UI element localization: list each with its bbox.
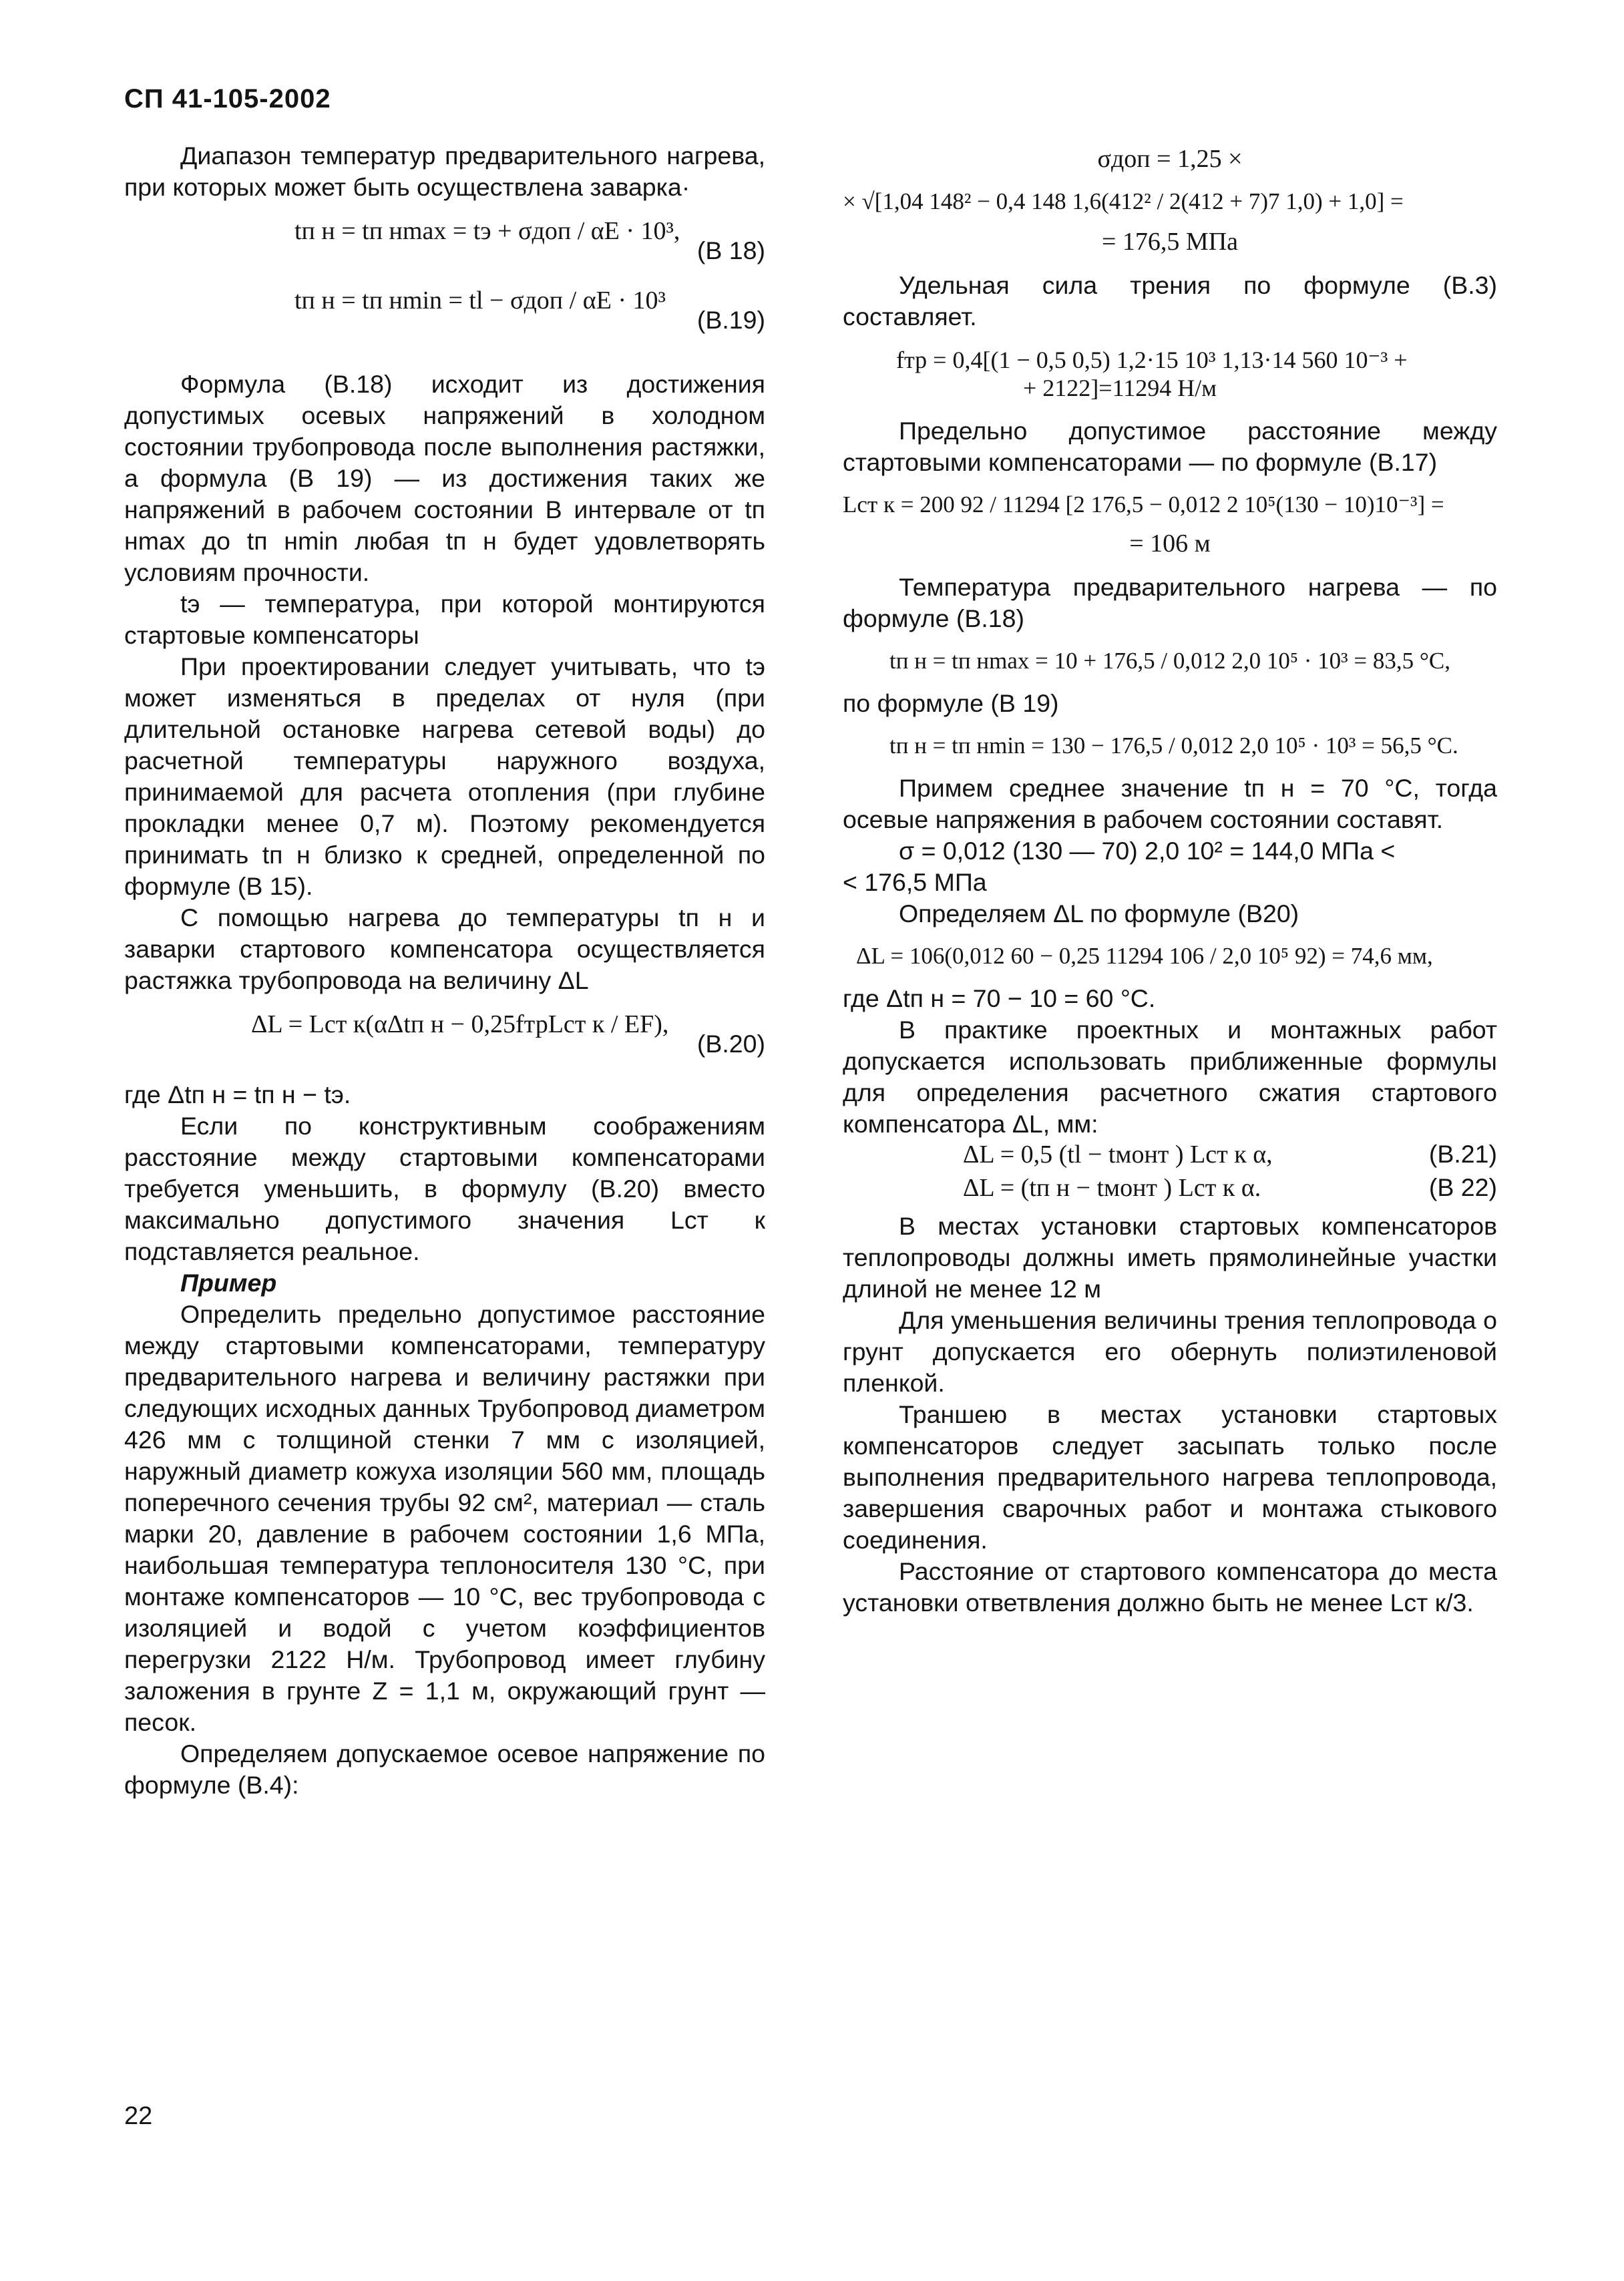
formula-line: tп н = tп нmax = 10 + 176,5 / 0,012 2,0 10⁵ · 10³ = 83,5 °С, bbox=[889, 648, 1450, 674]
paragraph: Определить предельно допустимое расстояние между стартовыми компенсаторами, температуру предварительного нагрева и величину растяжки при следующих исходных данных Трубопровод диаметром 426 мм с толщиной стенки 7 мм с изоляцией, наружный диаметр кожуха изоляции 560 мм, площадь поперечного сечения трубы 92 см², материал — сталь марки 20, давление в рабочем состоянии 1,6 МПа, наибольшая температура теплоносителя 130 °С, при монтаже компенсаторов — 10 °С, вес трубопровода с изоляцией и водой с учетом коэффициентов перегрузки 2122 Н/м. Трубопровод имеет глубину заложения в грунте Z = 1,1 м, окружающий грунт — песок. bbox=[124, 1300, 765, 1736]
paragraph: по формуле (В 19) bbox=[843, 689, 1059, 717]
formula-line: tп н = tп нmin = 130 − 176,5 / 0,012 2,0 10⁵ · 10³ = 56,5 °С. bbox=[889, 733, 1458, 759]
paragraph: Формула (В.18) исходит из достижения допустимых осевых напряжений в холодном состоянии трубопровода после выполнения растяжки, а формула (В 19) — из достижения таких же напряжений в рабочем состоянии В интервале от tп нmax до tп нmin любая tп н будет удовлетворять условиям прочности. bbox=[124, 370, 765, 586]
formula-line: = 176,5 МПа bbox=[1101, 228, 1239, 256]
paragraph: В местах установки стартовых компенсаторов теплопроводы должны иметь прямолинейные участки длиной не менее 12 м bbox=[843, 1212, 1497, 1303]
equation-b20 bbox=[124, 1010, 765, 1079]
paragraph: < 176,5 МПа bbox=[843, 868, 987, 896]
paragraph: Если по конструктивным соображениям расстояние между стартовыми компенсаторами требуется уменьшить, в формулу (В.20) вместо максимально допустимого значения Lст к подставляется реальное. bbox=[124, 1112, 765, 1265]
paragraph: С помощью нагрева до температуры tп н и заварки стартового компенсатора осуществляется растяжка трубопровода на величину ΔL bbox=[124, 903, 765, 994]
document-code: СП 41-105-2002 bbox=[124, 84, 331, 114]
paragraph: Диапазон температур предварительного нагрева, при которых может быть осуществлена заварка· bbox=[124, 142, 765, 201]
paragraph: Для уменьшения величины трения теплопровода о грунт допускается его обернуть полиэтиленовой пленкой. bbox=[843, 1306, 1497, 1397]
formula-line: σдоп = 1,25 × bbox=[1097, 145, 1243, 173]
equation-expression: ΔL = Lст к(αΔtп н − 0,25fтрLст к / EF), bbox=[251, 1010, 669, 1038]
equation-number: (В.20) bbox=[696, 1030, 765, 1058]
paragraph: Траншею в местах установки стартовых компенсаторов следует засыпать только после выполнения предварительного нагрева теплопровода, завершения сварочных работ и монтажа стыкового соединения. bbox=[843, 1400, 1497, 1554]
formula-line: × √[1,04 148² − 0,4 148 1,6(412² / 2(412 + 7)7 1,0) + 1,0] = bbox=[843, 188, 1404, 214]
formula-line: = 106 м bbox=[1129, 530, 1211, 558]
left-column bbox=[124, 140, 765, 1801]
example-heading: Пример bbox=[180, 1269, 277, 1297]
formula-line: Lст к = 200 92 / 11294 [2 176,5 − 0,012 2 10⁵(130 − 10)10⁻³] = bbox=[843, 491, 1444, 517]
equation-number: (В.21) bbox=[1428, 1140, 1497, 1168]
paragraph: При проектировании следует учитывать, что tэ может изменяться в пределах от нуля (при длительной остановке нагрева сетевой воды) до расчетной температуры наружного воздуха, принимаемой для расчета отопления (при глубине прокладки менее 0,7 м). Поэтому рекомендуется принимать tп н близко к средней, определенной по формуле (В 15). bbox=[124, 652, 765, 900]
paragraph: Удельная сила трения по формуле (В.3) составляет. bbox=[843, 271, 1497, 331]
equation-expression: tп н = tп нmax = tэ + σдоп / αE · 10³, bbox=[294, 217, 680, 245]
paragraph: tэ — температура, при которой монтируются стартовые компенсаторы bbox=[124, 590, 765, 649]
equation-number: (В 22) bbox=[1428, 1173, 1497, 1201]
equation-expression: ΔL = (tп н − tмонт ) Lст к α. bbox=[963, 1174, 1261, 1202]
paragraph: Определяем допускаемое осевое напряжение по формуле (В.4): bbox=[124, 1739, 765, 1799]
paragraph: Температура предварительного нагрева — по формуле (В.18) bbox=[843, 573, 1497, 632]
equation-expression: ΔL = 0,5 (tl − tмонт ) Lст к α, bbox=[963, 1140, 1273, 1169]
equation-b18 bbox=[124, 216, 765, 286]
paragraph: где Δtп н = tп н − tэ. bbox=[124, 1080, 351, 1108]
paragraph: σ = 0,012 (130 — 70) 2,0 10² = 144,0 МПа < bbox=[899, 837, 1396, 865]
equation-expression: tп н = tп нmin = tl − σдоп / αE · 10³ bbox=[294, 286, 666, 315]
paragraph: Предельно допустимое расстояние между стартовыми компенсаторами — по формуле (В.17) bbox=[843, 417, 1497, 476]
equation-b19 bbox=[124, 286, 765, 355]
paragraph: Примем среднее значение tп н = 70 °С, тогда осевые напряжения в рабочем состоянии составят. bbox=[843, 774, 1497, 833]
paragraph: где Δtп н = 70 − 10 = 60 °С. bbox=[843, 984, 1156, 1012]
formula-line: fтр = 0,4[(1 − 0,5 0,5) 1,2·15 10³ 1,13·14 560 10⁻³ + bbox=[896, 347, 1408, 373]
paragraph: Расстояние от стартового компенсатора до места установки ответвления должно быть не менее Lст к/3. bbox=[843, 1557, 1497, 1617]
paragraph: В практике проектных и монтажных работ допускается использовать приближенные формулы для определения расчетного сжатия стартового компенсатора ΔL, мм: bbox=[843, 1016, 1497, 1138]
paragraph: Определяем ΔL по формуле (В20) bbox=[899, 899, 1299, 927]
page-number: 22 bbox=[124, 2102, 153, 2130]
equation-b21 bbox=[843, 1140, 1497, 1173]
right-column bbox=[843, 140, 1497, 1619]
formula-line: ΔL = 106(0,012 60 − 0,25 11294 106 / 2,0 10⁵ 92) = 74,6 мм, bbox=[856, 943, 1433, 969]
formula-line: + 2122]=11294 Н/м bbox=[1023, 375, 1217, 401]
equation-number: (В.19) bbox=[696, 306, 765, 334]
equation-b22 bbox=[843, 1173, 1497, 1211]
equation-number: (В 18) bbox=[696, 236, 765, 264]
